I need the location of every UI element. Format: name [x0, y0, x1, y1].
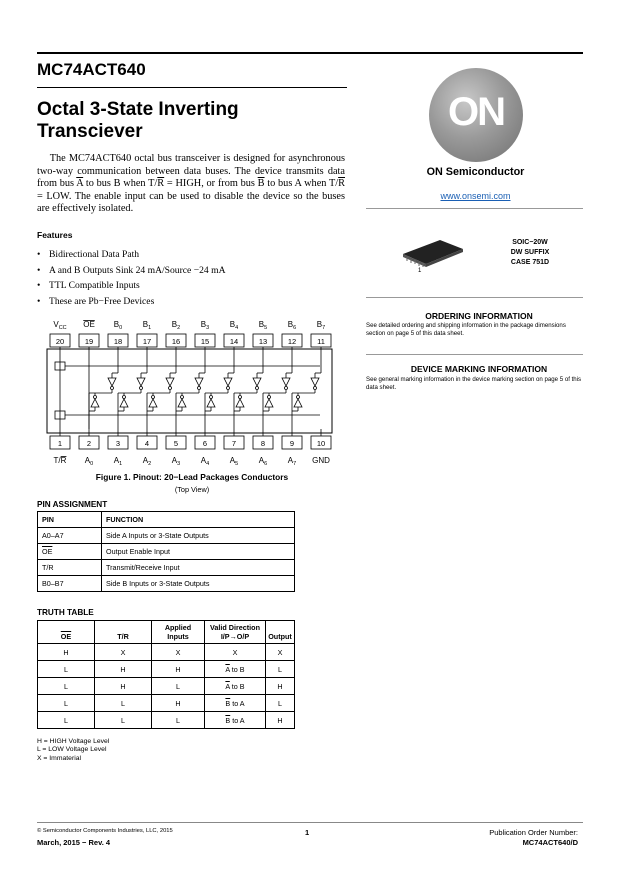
inverter-bubble-icon — [297, 396, 300, 399]
table-cell: H — [152, 695, 205, 712]
table-row — [38, 712, 295, 729]
bottom-pin-number: 1 — [57, 439, 63, 448]
buffer-b-to-a-icon — [108, 378, 116, 386]
col-tr: T/R — [95, 621, 152, 644]
features-heading: Features — [37, 230, 73, 240]
buffer-b-to-a-icon — [253, 378, 261, 386]
bottom-pin-label: $A_3$ — [171, 456, 181, 467]
top-pin-number: 14 — [229, 337, 239, 346]
table-row — [38, 695, 295, 712]
table-cell: L — [95, 695, 152, 712]
copyright: © Semiconductor Components Industries, LLC, 2015 — [37, 828, 173, 834]
logo-text: ON — [448, 90, 504, 134]
title-line-2: Transciever — [37, 121, 143, 142]
bottom-pin-number: 2 — [86, 439, 92, 448]
table-cell: H — [152, 661, 205, 678]
bottom-pin-label: $A_5$ — [229, 456, 239, 467]
table-cell: L — [266, 695, 295, 712]
buffer-a-to-b-icon — [149, 399, 157, 407]
inverter-bubble-icon — [210, 396, 213, 399]
a-bar: $\overline{A}$ — [76, 178, 84, 190]
table-row — [38, 560, 295, 576]
bottom-pin-number: 3 — [115, 439, 121, 448]
inverter-bubble-icon — [169, 387, 172, 390]
table-cell: L — [152, 712, 205, 729]
buffer-b-to-a-icon — [166, 378, 174, 386]
pub-label: Publication Order Number: — [489, 828, 578, 837]
page-number: 1 — [305, 828, 310, 837]
table-cell: $\overline{B}$ to A — [205, 712, 266, 729]
buffer-b-to-a-icon — [282, 378, 290, 386]
col-oe: $\overline{OE}$ — [38, 621, 95, 644]
bottom-pin-number: 8 — [260, 439, 266, 448]
pin-assignment-table — [37, 511, 295, 592]
features-list — [37, 247, 226, 309]
bottom-pin-number: 6 — [202, 439, 208, 448]
bottom-pin-label: $A_4$ — [200, 456, 210, 467]
table-cell: L — [38, 712, 95, 729]
bottom-pin-label: $A_0$ — [84, 456, 94, 467]
pin-cell: T/R — [38, 560, 102, 576]
title-line-1: Octal 3-State Inverting — [37, 99, 239, 120]
inverter-bubble-icon — [198, 387, 201, 390]
package-line-2: DW SUFFIX — [510, 249, 550, 256]
intro-text-3: = HIGH, or from bus — [164, 178, 258, 190]
table-cell: L — [38, 661, 95, 678]
top-pin-label: $B_0$ — [113, 320, 123, 331]
table-row — [38, 644, 295, 661]
bottom-pin-number: 5 — [173, 439, 179, 448]
pin-cell: A0–A7 — [38, 528, 102, 544]
table-cell: H — [266, 712, 295, 729]
top-pin-number: 13 — [258, 337, 268, 346]
intro-text-2: to bus B when T/ — [83, 178, 158, 190]
top-pin-number: 20 — [55, 337, 65, 346]
col-function: FUNCTION — [102, 512, 295, 528]
on-logo — [429, 68, 523, 162]
col-pin: PIN — [38, 512, 102, 528]
website-link[interactable]: www.onsemi.com — [440, 191, 511, 201]
footer-rule — [37, 822, 583, 823]
inverter-bubble-icon — [94, 396, 97, 399]
ordering-text: See detailed ordering and shipping information in the package dimensions section on page 5 of this data sheet. — [366, 322, 566, 338]
table-cell: $\overline{A}$ to B — [205, 661, 266, 678]
marking-text: See general marking information in the device marking section on page 5 of this data sheet. — [366, 376, 582, 392]
r-bar: $\overline{R}$ — [157, 178, 165, 190]
function-cell: Side A Inputs or 3-State Outputs — [102, 528, 295, 544]
page-title — [37, 99, 239, 143]
inverter-bubble-icon — [268, 396, 271, 399]
right-rule-3 — [366, 354, 583, 355]
package-line-3: CASE 751D — [510, 259, 550, 266]
inverter-bubble-icon — [227, 387, 230, 390]
right-rule-2 — [366, 297, 583, 298]
buffer-a-to-b-icon — [91, 399, 99, 407]
publication-number — [489, 828, 578, 847]
table-cell: L — [266, 661, 295, 678]
top-pin-number: 12 — [287, 337, 297, 346]
table-cell: H — [266, 678, 295, 695]
table-cell: L — [38, 678, 95, 695]
top-pin-label: $B_6$ — [287, 320, 297, 331]
table-cell: X — [95, 644, 152, 661]
b-bar: $\overline{B}$ — [257, 178, 265, 190]
feature-item: • A and B Outputs Sink 24 mA/Source −24 mA — [37, 263, 226, 279]
bottom-pin-label: T/R — [53, 456, 67, 465]
part-number: MC74ACT640 — [37, 60, 146, 79]
table-row — [38, 528, 295, 544]
marking-heading: DEVICE MARKING INFORMATION — [410, 364, 548, 374]
table-cell: H — [38, 644, 95, 661]
intro-text-4: to bus A when T/ — [264, 178, 339, 190]
buffer-a-to-b-icon — [265, 399, 273, 407]
table-cell: H — [95, 661, 152, 678]
table-cell: X — [266, 644, 295, 661]
package-pin1: 1 — [418, 268, 422, 274]
inverter-bubble-icon — [256, 387, 259, 390]
bottom-pin-number: 9 — [289, 439, 295, 448]
company-name: ON Semiconductor — [426, 166, 525, 178]
top-pin-label: $B_5$ — [258, 320, 268, 331]
bottom-pin-number: 4 — [144, 439, 150, 448]
table-cell: X — [152, 644, 205, 661]
function-cell: Output Enable Input — [102, 544, 295, 560]
inverter-bubble-icon — [314, 387, 317, 390]
intro-paragraph — [37, 153, 345, 216]
legend-line: H = HIGH Voltage Level — [37, 738, 110, 745]
col-direction: Valid Direction I/P→O/P — [205, 621, 266, 644]
top-pin-number: 19 — [84, 337, 94, 346]
feature-item: • Bidirectional Data Path — [37, 247, 226, 263]
legend-line: X = Immaterial — [37, 754, 82, 762]
buffer-a-to-b-icon — [236, 399, 244, 407]
buffer-b-to-a-icon — [137, 378, 145, 386]
feature-item: • TTL Compatible Inputs — [37, 278, 226, 294]
buffer-b-to-a-icon — [311, 378, 319, 386]
table-row — [38, 661, 295, 678]
inverter-bubble-icon — [152, 396, 155, 399]
table-row — [38, 544, 295, 560]
top-pin-label: $B_2$ — [171, 320, 181, 331]
inverter-bubble-icon — [111, 387, 114, 390]
buffer-b-to-a-icon — [195, 378, 203, 386]
top-pin-label: OE — [83, 320, 95, 329]
truth-table-heading: TRUTH TABLE — [37, 608, 94, 617]
bottom-pin-label: $A_2$ — [142, 456, 152, 467]
inverter-bubble-icon — [140, 387, 143, 390]
buffer-a-to-b-icon — [207, 399, 215, 407]
col-applied: Applied Inputs — [152, 621, 205, 644]
bottom-pin-number: 10 — [316, 439, 326, 448]
inverter-bubble-icon — [239, 396, 242, 399]
chip-body — [47, 349, 332, 433]
top-pin-number: 16 — [171, 337, 181, 346]
table-header-row — [38, 621, 295, 644]
truth-table — [37, 620, 295, 729]
truth-table-legend — [37, 738, 109, 763]
top-pin-number: 17 — [142, 337, 152, 346]
bottom-pin-label: GND — [312, 456, 330, 465]
revision-date: March, 2015 − Rev. 4 — [37, 838, 111, 847]
table-row — [38, 576, 295, 592]
top-pin-number: 18 — [113, 337, 123, 346]
figure-subcaption: (Top View) — [174, 485, 210, 494]
buffer-a-to-b-icon — [178, 399, 186, 407]
table-header-row — [38, 512, 295, 528]
bottom-pin-number: 7 — [231, 439, 237, 448]
pin-cell: $\overline{OE}$ — [38, 544, 102, 560]
top-pin-label: $B_3$ — [200, 320, 210, 331]
pin-cell: B0–B7 — [38, 576, 102, 592]
top-pin-label: $B_1$ — [142, 320, 152, 331]
pin-assignment-heading: PIN ASSIGNMENT — [37, 500, 108, 509]
table-cell: $\overline{B}$ to A — [205, 695, 266, 712]
pub-number: MC74ACT640/D — [522, 837, 578, 847]
table-cell: H — [95, 678, 152, 695]
right-rule-1 — [366, 208, 583, 209]
col-output: Output — [266, 621, 295, 644]
inverter-bubble-icon — [285, 387, 288, 390]
table-cell: L — [152, 678, 205, 695]
top-pin-label: $B_7$ — [316, 320, 326, 331]
intro-text-1: The MC74ACT640 octal bus transceiver is designed for asynchronous two-way communication between data buses. The device transmits data from bus — [37, 153, 345, 190]
soic-package-icon — [395, 236, 470, 272]
legend-line: L = LOW Voltage Level — [37, 746, 107, 754]
inverter-bubble-icon — [123, 396, 126, 399]
buffer-b-to-a-icon — [224, 378, 232, 386]
buffer-a-to-b-icon — [294, 399, 302, 407]
bottom-pin-label: $A_6$ — [258, 456, 268, 467]
intro-text-5: = LOW. The enable input can be used to disable the device so the buses are effectively isolated. — [37, 190, 345, 215]
pinout-diagram — [37, 315, 347, 470]
package-line-1: SOIC−20W — [512, 239, 548, 246]
top-pin-label: $V_{CC}$ — [53, 320, 67, 331]
figure-caption: Figure 1. Pinout: 20−Lead Packages Conductors — [95, 472, 289, 482]
table-cell: $\overline{A}$ to B — [205, 678, 266, 695]
ordering-heading: ORDERING INFORMATION — [425, 311, 533, 321]
function-cell: Side B Inputs or 3-State Outputs — [102, 576, 295, 592]
inverter-bubble-icon — [181, 396, 184, 399]
function-cell: Transmit/Receive Input — [102, 560, 295, 576]
top-pin-number: 15 — [200, 337, 210, 346]
table-cell: L — [95, 712, 152, 729]
table-cell: X — [205, 644, 266, 661]
top-rule — [37, 52, 583, 54]
r-bar: $\overline{R}$ — [338, 178, 345, 190]
top-pin-label: $B_4$ — [229, 320, 239, 331]
table-row — [38, 678, 295, 695]
title-rule — [37, 87, 347, 88]
bottom-pin-label: $A_1$ — [113, 456, 123, 467]
buffer-a-to-b-icon — [120, 399, 128, 407]
package-label — [500, 238, 560, 268]
top-pin-number: 11 — [317, 337, 325, 346]
table-cell: L — [38, 695, 95, 712]
feature-item: • These are Pb−Free Devices — [37, 294, 226, 310]
bottom-pin-label: $A_7$ — [287, 456, 297, 467]
